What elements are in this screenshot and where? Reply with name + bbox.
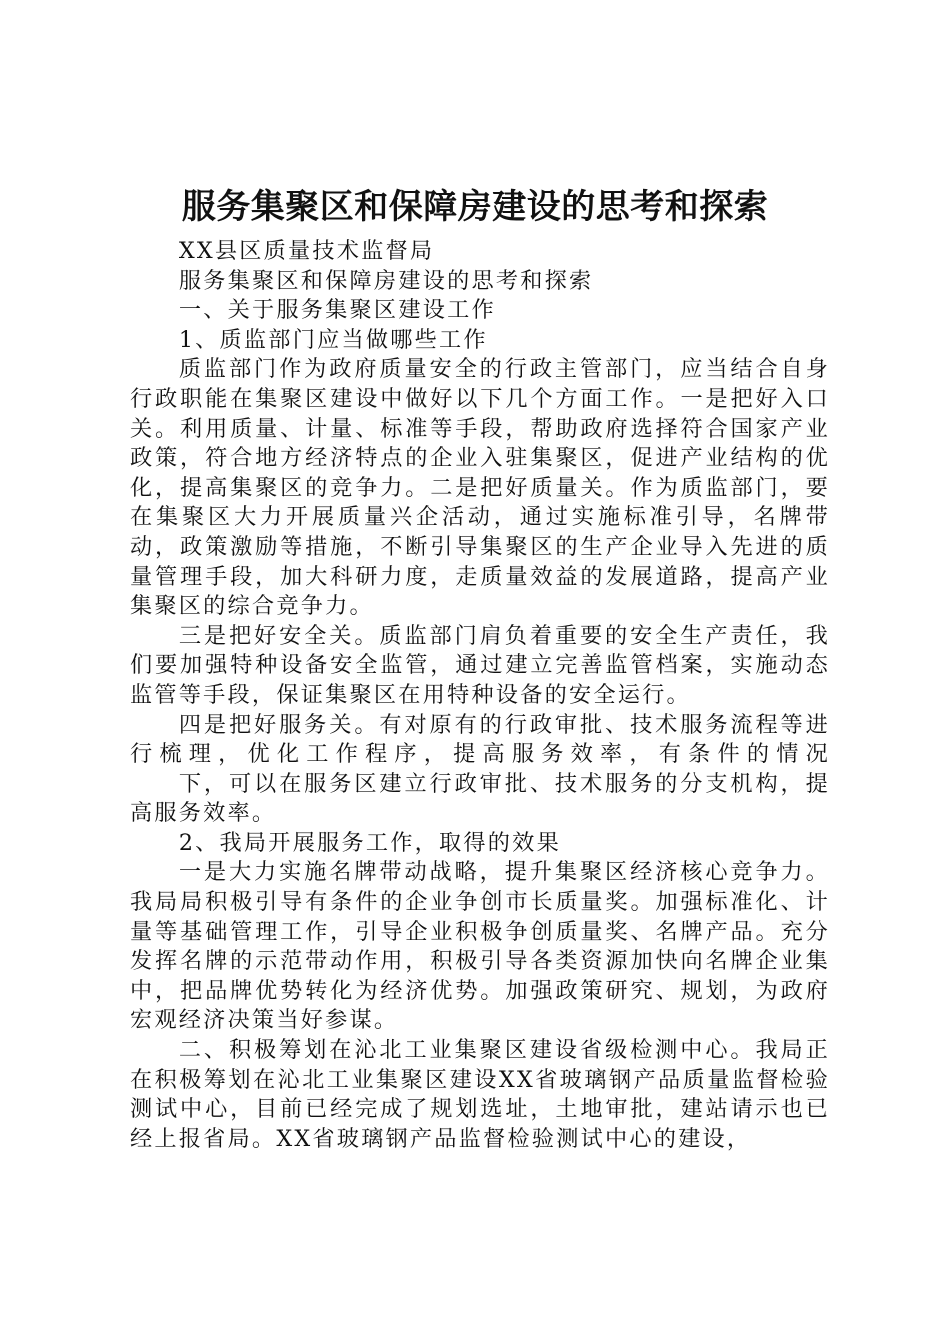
paragraph-brand-strategy: 一是大力实施名牌带动战略，提升集聚区经济核心竞争力。我局局积极引导有条件的企业争创市长质量奖。加强标准化、计量等基础管理工作，引导企业积极争创质量奖、名牌产品。充分发挥名牌的示范带动作用，积极引导各类资源加快向名牌企业集中，把品牌优势转化为经济优势。加强政策研究、规划，为政府宏观经济决策当好参谋。	[130, 859, 830, 1034]
paragraph-issuer: XX县区质量技术监督局	[178, 238, 435, 264]
subsection-heading-2: 2、我局开展服务工作，取得的效果	[178, 829, 561, 856]
paragraph-service-continued: 下，可以在服务区建立行政审批、技术服务的分支机构，提高服务效率。	[130, 770, 830, 827]
paragraph-service: 四是把好服务关。有对原有的行政审批、技术服务流程等进行梳理，优化工作程序，提高服务效率，有条件的情况	[130, 711, 830, 768]
paragraph-safety: 三是把好安全关。质监部门肩负着重要的安全生产责任，我们要加强特种设备安全监管，通过建立完善监管档案，实施动态监管等手段，保证集聚区在用特种设备的安全运行。	[130, 622, 830, 708]
document-body	[130, 237, 830, 1154]
paragraph-subtitle: 服务集聚区和保障房建设的思考和探索	[178, 267, 594, 294]
paragraph-testing-center: 二、积极筹划在沁北工业集聚区建设省级检测中心。我局正在积极筹划在沁北工业集聚区建设XX省玻璃钢产品质量监督检验测试中心，目前已经完成了规划选址，土地审批，建站请示也已经上报省局。XX省玻璃钢产品监督检验测试中心的建设，	[130, 1037, 830, 1152]
section-heading-1: 一、关于服务集聚区建设工作	[178, 297, 496, 324]
paragraph-duties: 质监部门作为政府质量安全的行政主管部门，应当结合自身行政职能在集聚区建设中做好以下几个方面工作。一是把好入口关。利用质量、计量、标准等手段，帮助政府选择符合国家产业政策，符合地方经济特点的企业入驻集聚区，促进产业结构的优化，提高集聚区的竞争力。二是把好质量关。作为质监部门，要在集聚区大力开展质量兴企活动，通过实施标准引导，名牌带动，政策激励等措施，不断引导集聚区的生产企业导入先进的质量管理手段，加大科研力度，走质量效益的发展道路，提高产业集聚区的综合竞争力。	[130, 356, 830, 620]
subsection-heading-1: 1、质监部门应当做哪些工作	[178, 326, 488, 353]
document-title: 服务集聚区和保障房建设的思考和探索	[181, 187, 769, 227]
